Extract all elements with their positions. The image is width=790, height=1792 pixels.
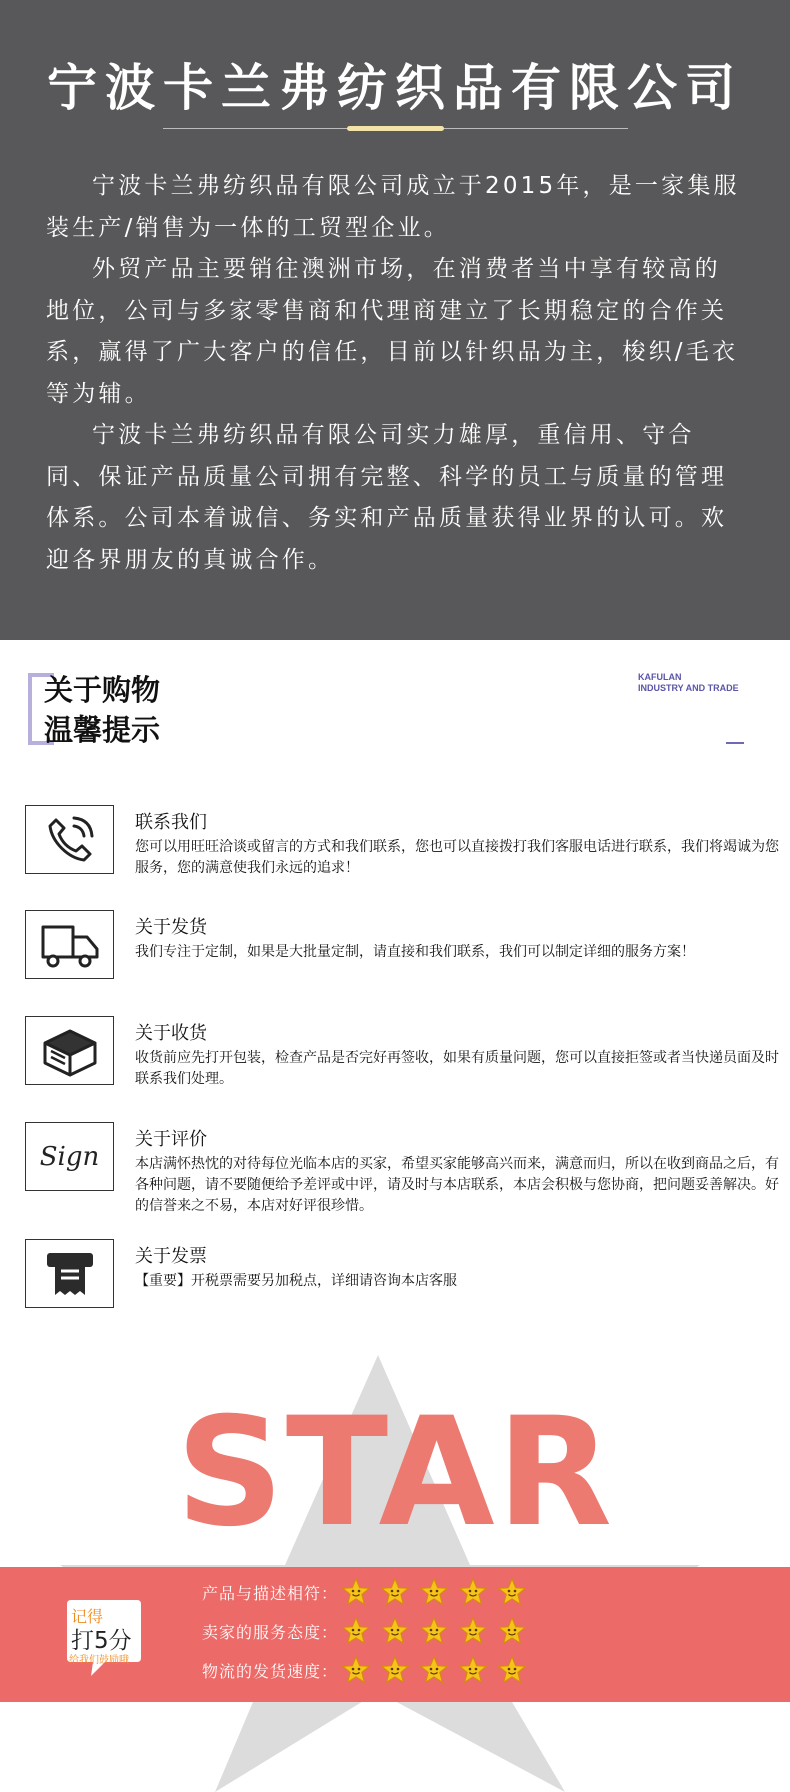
shopping-tips-header (0, 660, 790, 760)
tip-title: 关于收货 (135, 1023, 207, 1044)
rating-label: 产品与描述相符： (202, 1583, 339, 1603)
truck-icon (25, 910, 114, 979)
tip-text: 我们专注于定制，如果是大批量定制，请直接和我们联系，我们可以制定详细的服务方案！ (135, 944, 695, 960)
star-icon (459, 1617, 487, 1645)
tip-text: 收货前应先打开包装，检查产品是否完好再签收，如果有质量问题，您可以直接拒签或者当快递员面及时联系我们处理。 (135, 1050, 779, 1087)
brand-line1: KAFULAN (638, 672, 682, 682)
tip-title: 关于评价 (135, 1129, 207, 1150)
star-icon (420, 1617, 448, 1645)
company-paragraph: 宁波卡兰弗纺织品有限公司实力雄厚，重信用、守合同、保证产品质量公司拥有完整、科学的员工与质量的管理体系。公司本着诚信、务实和产品质量获得业界的认可。欢迎各界朋友的真诚合作。 (46, 422, 728, 573)
star-icon (342, 1578, 370, 1606)
receipt-icon (25, 1239, 114, 1308)
package-icon (25, 1016, 114, 1085)
star-group (342, 1578, 526, 1606)
star-icon (420, 1578, 448, 1606)
star-icon (498, 1617, 526, 1645)
rating-label: 物流的发货速度： (202, 1661, 339, 1681)
title-accent-bar (347, 126, 444, 131)
tips-title-line1: 关于购物 (44, 673, 161, 707)
rating-label: 卖家的服务态度： (202, 1622, 339, 1642)
rating-row-shipping-speed (202, 1652, 526, 1688)
star-icon (381, 1656, 409, 1684)
sign-icon (25, 1122, 114, 1191)
brand-dash (726, 742, 744, 744)
star-icon (459, 1578, 487, 1606)
sign-icon-text: Sign (39, 1141, 100, 1172)
company-description (46, 166, 746, 581)
brand-mark (638, 672, 739, 694)
company-intro-section (0, 0, 790, 640)
badge-line3: 给我们鼓励哦 (69, 1655, 129, 1666)
brand-line2: INDUSTRY AND TRADE (638, 683, 739, 693)
company-paragraph: 宁波卡兰弗纺织品有限公司成立于2015年，是一家集服装生产/销售为一体的工贸型企业。 (46, 173, 740, 241)
star-icon (381, 1617, 409, 1645)
tips-title (44, 670, 160, 750)
tip-title: 关于发货 (135, 917, 207, 938)
tip-text: 本店满怀热忱的对待每位光临本店的买家，希望买家能够高兴而来，满意而归，所以在收到商品之后，有各种问题，请不要随便给予差评或中评，请及时与本店联系，本店会积极与您协商，把问题妥善解决。好的信誉来之不易，本店对好评很珍惜。 (135, 1156, 779, 1214)
rating-row-description (202, 1574, 526, 1610)
tips-title-line2: 温馨提示 (44, 713, 161, 747)
badge-line2: 打5分 (71, 1628, 132, 1654)
star-banner-word: STAR (175, 1386, 615, 1560)
tip-text: 【重要】开税票需要另加税点，详细请咨询本店客服 (135, 1273, 457, 1289)
star-icon (342, 1656, 370, 1684)
star-icon (342, 1617, 370, 1645)
star-icon (459, 1656, 487, 1684)
badge-line1: 记得 (71, 1607, 104, 1626)
star-icon (381, 1578, 409, 1606)
rating-row-service (202, 1613, 526, 1649)
company-paragraph: 外贸产品主要销往澳洲市场，在消费者当中享有较高的地位，公司与多家零售商和代理商建立了长期稳定的合作关系，赢得了广大客户的信任，目前以针织品为主，梭织/毛衣等为辅。 (46, 256, 739, 407)
tip-title: 关于发票 (135, 1246, 207, 1267)
star-icon (498, 1656, 526, 1684)
phone-icon (25, 805, 114, 874)
tip-title: 联系我们 (135, 812, 207, 833)
tip-text: 您可以用旺旺洽谈或留言的方式和我们联系，您也可以直接拨打我们客服电话进行联系，我们将竭诚为您服务，您的满意使我们永远的追求！ (135, 839, 779, 876)
star-icon (420, 1656, 448, 1684)
star-group (342, 1617, 526, 1645)
company-title: 宁波卡兰弗纺织品有限公司 (47, 59, 743, 117)
star-group (342, 1656, 526, 1684)
star-icon (498, 1578, 526, 1606)
